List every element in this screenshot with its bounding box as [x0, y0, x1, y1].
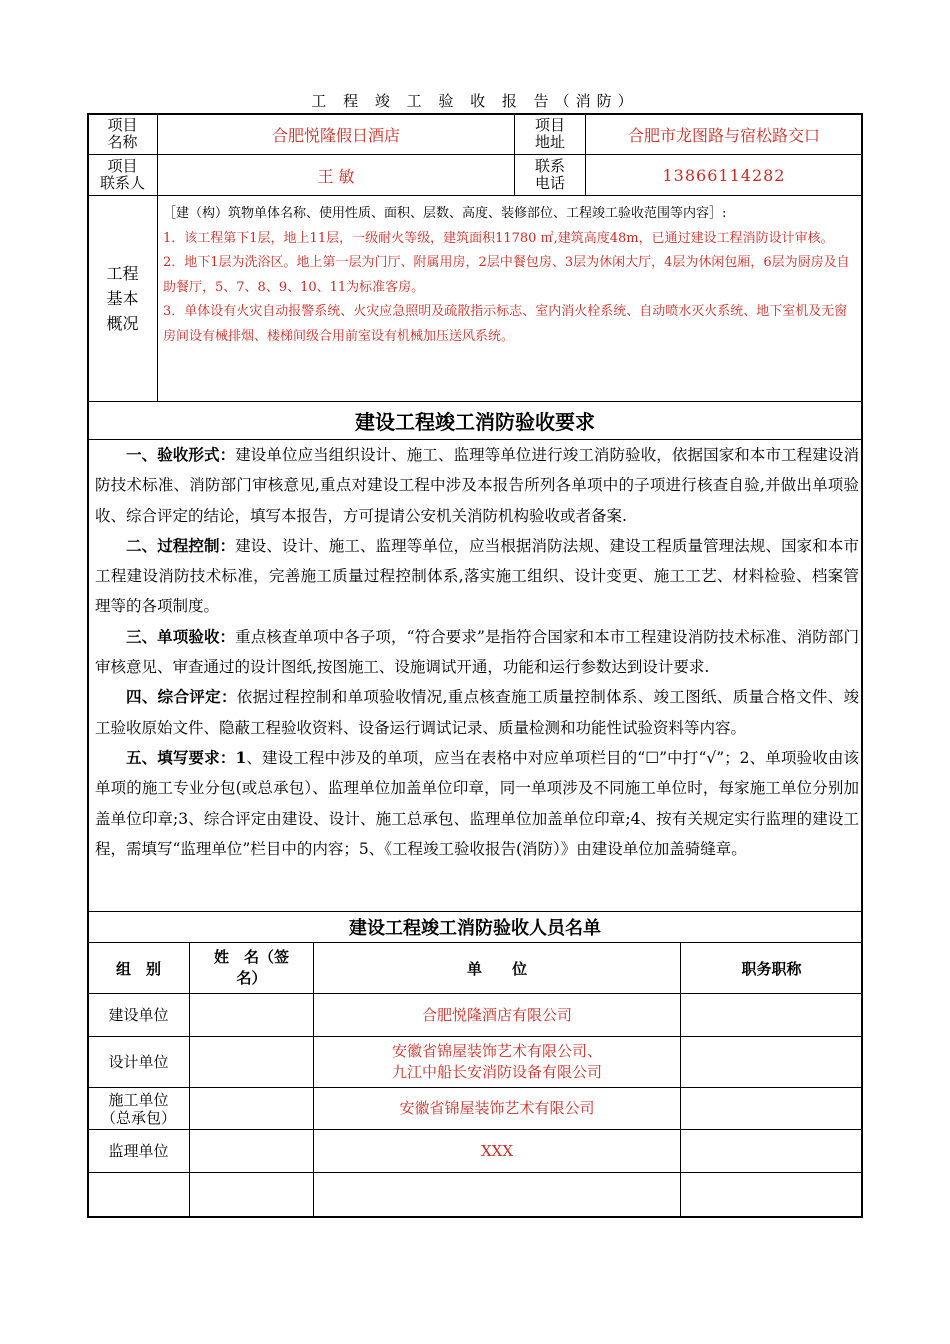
table-row-unit: 安徽省锦屋装饰艺术有限公司、 九江中船长安消防设备有限公司	[391, 1042, 602, 1081]
requirements-body	[95, 440, 859, 864]
column-header-group: 组 别	[115, 959, 161, 978]
project-address-value: 合肥市龙图路与宿松路交口	[627, 125, 820, 145]
project-contact-value: 王 敏	[317, 166, 355, 186]
table-row-group: 设计单位	[108, 1052, 169, 1071]
column-header-name: 姓 名（签名）	[213, 948, 289, 987]
requirement-heading: 五、填写要求：1	[126, 747, 247, 767]
overview-item: 3．单体设有火灾自动报警系统、火灾应急照明及疏散指示标志、室内消火栓系统、自动喷水灭火系统、地下室机及无窗房间设有械排烟、楼梯间级合用前室设有机械加压送风系统。	[163, 304, 848, 344]
requirements-title: 建设工程竣工消防验收要求	[355, 410, 595, 434]
overview-label: 工程 基本 概况	[106, 264, 139, 333]
project-contact-label: 项目 联系人	[99, 157, 145, 192]
requirement-paragraph	[95, 622, 859, 683]
overview-item: 2．地下1层为洗浴区。地上第一层为门厅、附属用房，2层中餐包房、3层为休闲大厅，4层为休闲包厢，6层为厨房及自助餐厅，5、7、8、9、10、11为标准客房。	[163, 255, 850, 295]
project-name-label: 项目 名称	[107, 116, 138, 151]
requirement-text: 依据过程控制和单项验收情况,重点核查施工质量控制体系、竣工图纸、质量合格文件、竣工验收原始文件、隐蔽工程验收资料、设备运行调试记录、质量检测和功能性试验资料等内容。	[95, 688, 859, 737]
requirement-text: 建设、设计、施工、监理等单位，应当根据消防法规、建设工程质量管理法规、国家和本市工程建设消防技术标准，完善施工质量过程控制体系,落实施工组织、设计变更、施工工艺、材料检验、档案管理等的各项制度。	[95, 536, 859, 616]
requirement-paragraph	[95, 743, 859, 864]
requirement-text: 重点核查单项中各子项，“符合要求”是指符合国家和本市工程建设消防技术标准、消防部门审核意见、审查通过的设计图纸,按图施工、设施调试开通，功能和运行参数达到设计要求.	[95, 627, 859, 677]
requirement-paragraph	[95, 440, 859, 531]
requirement-text: 建设单位应当组织设计、施工、监理等单位进行竣工消防验收，依据国家和本市工程建设消防技术标准、消防部门审核意见,重点对建设工程中涉及本报告所列各单项中的子项进行核查自验,并做出单项验收、综合评定的结论，填写本报告，方可提请公安机关消防机构验收或者备案.	[95, 446, 859, 525]
column-header-unit: 单 位	[466, 959, 527, 978]
requirement-heading: 四、综合评定：	[126, 687, 237, 707]
requirement-heading: 三、单项验收：	[126, 626, 236, 646]
table-row-unit: 安徽省锦屋装饰艺术有限公司	[399, 1099, 595, 1117]
rule	[88, 195, 862, 196]
overview-item: 1．该工程第下1层，地上11层，一级耐火等级，建筑面积11780 ㎡,建筑高度48m，已通过建设工程消防设计审核。	[163, 230, 834, 246]
report-title: 工 程 竣 工 验 收 报 告（消防）	[311, 92, 639, 110]
requirement-text: 、建设工程中涉及的单项，应当在表格中对应单项栏目的“☐”中打“√”；2、单项验收由该单项的施工专业分包(或总承包）、监理单位加盖单位印章，同一单项涉及不同施工单位时，每家施工单位分别加盖单位印章;3、综合评定由建设、设计、施工总承包、监理单位加盖单位印章;4、按有关规定实行监理的建设工程，需填写“监理单位”栏目中的内容；5、《工程竣工验收报告(消防）》由建设单位加盖骑缝章。	[95, 748, 859, 858]
table-row-unit: XXX	[480, 1141, 514, 1160]
personnel-title: 建设工程竣工消防验收人员名单	[349, 918, 601, 939]
table-row-unit	[314, 1173, 680, 1217]
project-phone-value: 13866114282	[662, 165, 786, 185]
project-phone-label: 联系 电话	[534, 157, 565, 192]
requirement-paragraph	[95, 531, 859, 622]
table-row-group: 施工单位 （总承包）	[100, 1090, 176, 1127]
requirement-heading: 二、过程控制：	[126, 535, 236, 555]
requirement-heading: 一、验收形式：	[126, 445, 236, 464]
project-address-label: 项目 地址	[534, 116, 565, 151]
overview-intro: ［建（构）筑物单体名称、使用性质、面积、层数、高度、装修部位、工程竣工验收范围等内容］:	[163, 206, 727, 221]
table-row-group: 监理单位	[108, 1141, 169, 1160]
column-header-title: 职务职称	[741, 959, 802, 978]
overview-content	[163, 202, 858, 349]
table-row-group: 建设单位	[108, 1005, 169, 1024]
project-name-value: 合肥悦隆假日酒店	[271, 125, 400, 145]
table-row-group	[88, 1173, 189, 1217]
requirement-paragraph	[95, 682, 859, 743]
table-row-unit: 合肥悦隆酒店有限公司	[421, 1005, 572, 1024]
